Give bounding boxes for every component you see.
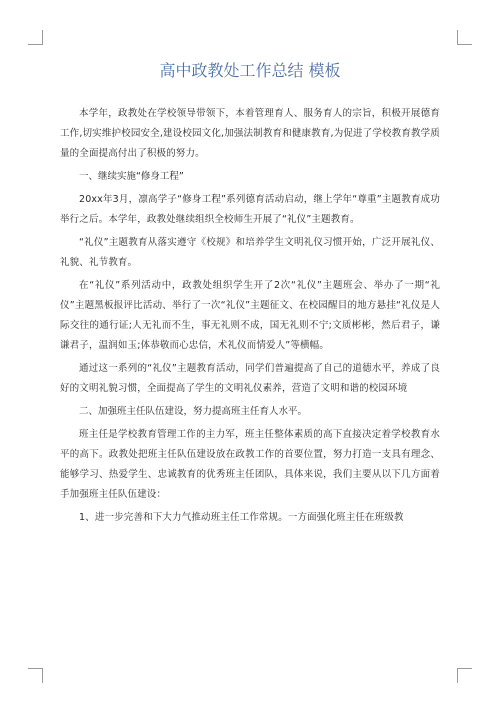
- body-paragraph: 20xx年3月，凛高学子“修身工程”系列德育活动启动，继上学年“尊重”主题教育成功举行之后。本学年，政教处继续组织全校师生开展了“礼仪”主题教育。: [60, 194, 440, 225]
- body-paragraph: 1、进一步完善和下大力气推动班主任工作常规。一方面强化班主任在班级教: [79, 512, 404, 523]
- section-heading-1: 一、继续实施“修身工程”: [79, 171, 184, 182]
- crop-mark-bottom-left: [28, 668, 43, 683]
- section-heading-2: 二、加强班主任队伍建设，努力提高班主任育人水平。: [79, 406, 308, 417]
- body-paragraph: 在“礼仪”系列活动中，政教处组织学生开了2次“礼仪”主题班会、举办了一期“礼仪”主题黑板报评比活动、举行了一次“礼仪”主题征文、在校园醒目的地方悬挂“礼仪是人际交往的通行证;人无礼而不生，事无礼则不成，国无礼则不宁;文质彬彬，然后君子，谦谦君子，温润如玉;体恭敬而心忠信，术礼仪而情爱人”等横幅。: [60, 280, 440, 351]
- body-paragraph: “礼仪”主题教育从落实遵守《校规》和培养学生文明礼仪习惯开始，广泛开展礼仪、礼貌、礼节教育。: [60, 237, 440, 268]
- crop-mark-bottom-right: [457, 668, 472, 683]
- document-title: 高中政教处工作总结 模板: [159, 61, 341, 80]
- crop-mark-top-right: [457, 30, 472, 45]
- document-page: [60, 60, 440, 531]
- body-paragraph: 通过这一系列的“礼仪”主题教育活动，同学们普遍提高了自己的道德水平，养成了良好的文明礼貌习惯，全面提高了学生的文明礼仪素养，营造了文明和谐的校园环境: [60, 363, 440, 394]
- body-paragraph: 班主任是学校教育管理工作的主力军，班主任整体素质的高下直接决定着学校教育水平的高下。政教处把班主任队伍建设放在政教工作的首要位置，努力打造一支具有理念、能够学习、热爱学生、忠诚教育的优秀班主任团队，具体来说，我们主要从以下几方面着手加强班主任队伍建设：: [60, 429, 440, 500]
- intro-paragraph: 本学年，政教处在学校领导带领下，本着管理育人、服务育人的宗旨，积极开展德育工作,切实维护校园安全,建设校园文化,加强法制教育和健康教育,为促进了学校教育教学质量的全面提高付出了积极的努力。: [60, 108, 440, 159]
- crop-mark-top-left: [28, 30, 43, 45]
